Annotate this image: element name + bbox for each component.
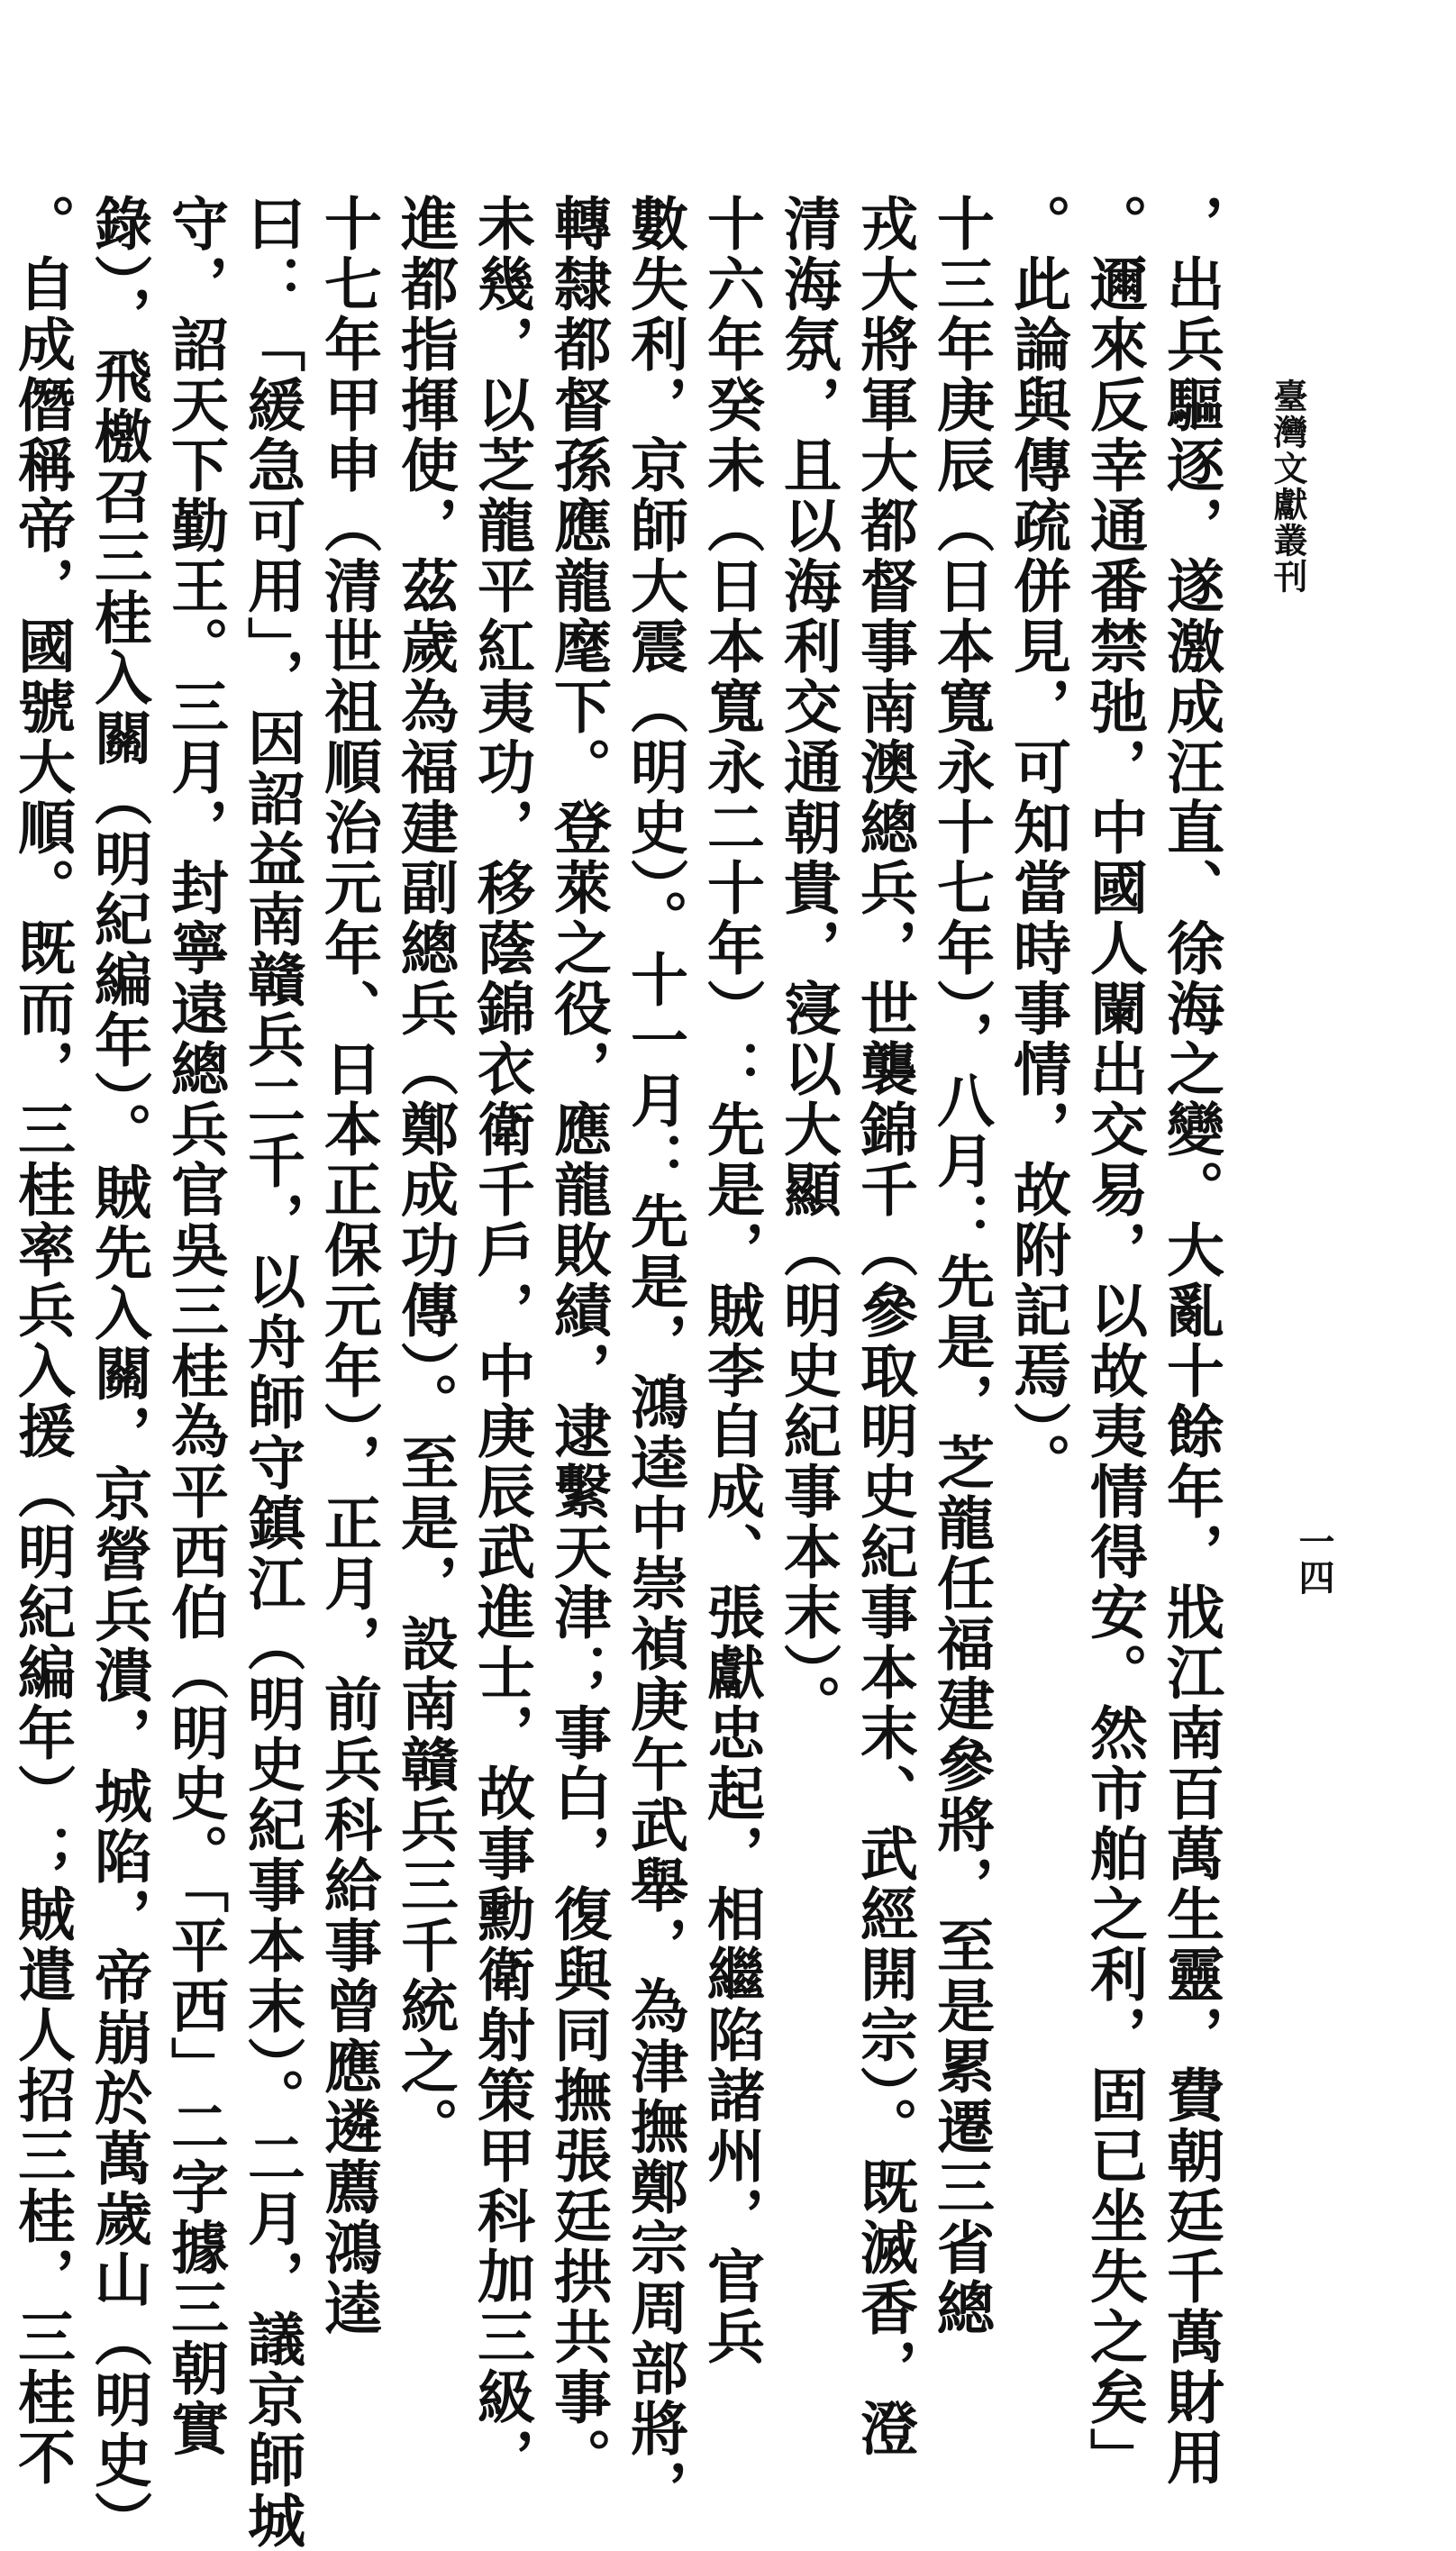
text-column: 數失利，京師大震（明史）。十一月：先是，鴻逵中崇禎庚午武舉，為津撫鄭宗周部將， (621, 194, 688, 2519)
text-column: 未幾，以芝龍平紅夷功，移蔭錦衣衛千戶，中庚辰武進士，故事勳衛射策甲科加三級， (468, 194, 535, 2488)
text-column: 十三年庚辰（日本寬永十七年），八月：先是，芝龍任福建參將，至是累遷三省總 (927, 194, 995, 2338)
text-column: 守，詔天下勤王。三月，封寧遠總兵官吳三桂為平西伯（明史。「平西」二字據三朝實 (161, 194, 229, 2459)
header-title: 臺灣文獻叢刊 (1268, 378, 1308, 595)
text-column: 。邇來反幸通番禁弛，中國人闌出交易，以故夷情得安。然市舶之利，固已坐失之矣」 (1080, 194, 1148, 2488)
text-column: 十六年癸未（日本寬永二十年）：先是，賊李自成、張獻忠起，相繼陷諸州，官兵 (697, 194, 765, 2367)
text-column: 轉隸都督孫應龍麾下。登萊之役，應龍敗績，逮繫天津；事白，復與同撫張廷拱共事。 (544, 194, 612, 2488)
text-column: 進都指揮使，茲歲為福建副總兵（鄭成功傳）。至是，設南贛兵三千統之。 (391, 194, 459, 2157)
text-column: 。此論與傳疏併見，可知當時事情，故附記焉）。 (1004, 194, 1071, 1493)
body-text (8, 194, 1224, 2551)
text-column: 戎大將軍大都督事南澳總兵，世襲錦千（參取明史紀事本末、武經開宗）。既滅香，澄 (851, 194, 918, 2459)
text-column: 十七年甲申（清世祖順治元年、日本正保元年），正月，前兵科給事曾應遴薦鴻逵 (314, 194, 382, 2338)
text-column: ，出兵驅逐，遂激成汪直、徐海之變。大亂十餘年，戕江南百萬生靈，費朝廷千萬財用 (1157, 194, 1224, 2488)
text-column: 曰：「緩急可用」，因詔益南贛兵二千，以舟師守鎮江（明史紀事本末）。二月，議京師城 (238, 194, 305, 2551)
text-column: 錄），飛檄召三桂入關（明紀編年）。賊先入關，京營兵潰，城陷，帝崩於萬歲山（明史） (85, 194, 152, 2551)
text-column: 。自成僭稱帝，國號大順。既而，三桂率兵入援（明紀編年）；賊遣人招三桂，三桂不 (8, 194, 76, 2488)
page-number: 一四 (1293, 1523, 1335, 1595)
text-column: 清海氛，且以海利交通朝貴，寖以大顯（明史紀事本末）。 (774, 194, 842, 1735)
